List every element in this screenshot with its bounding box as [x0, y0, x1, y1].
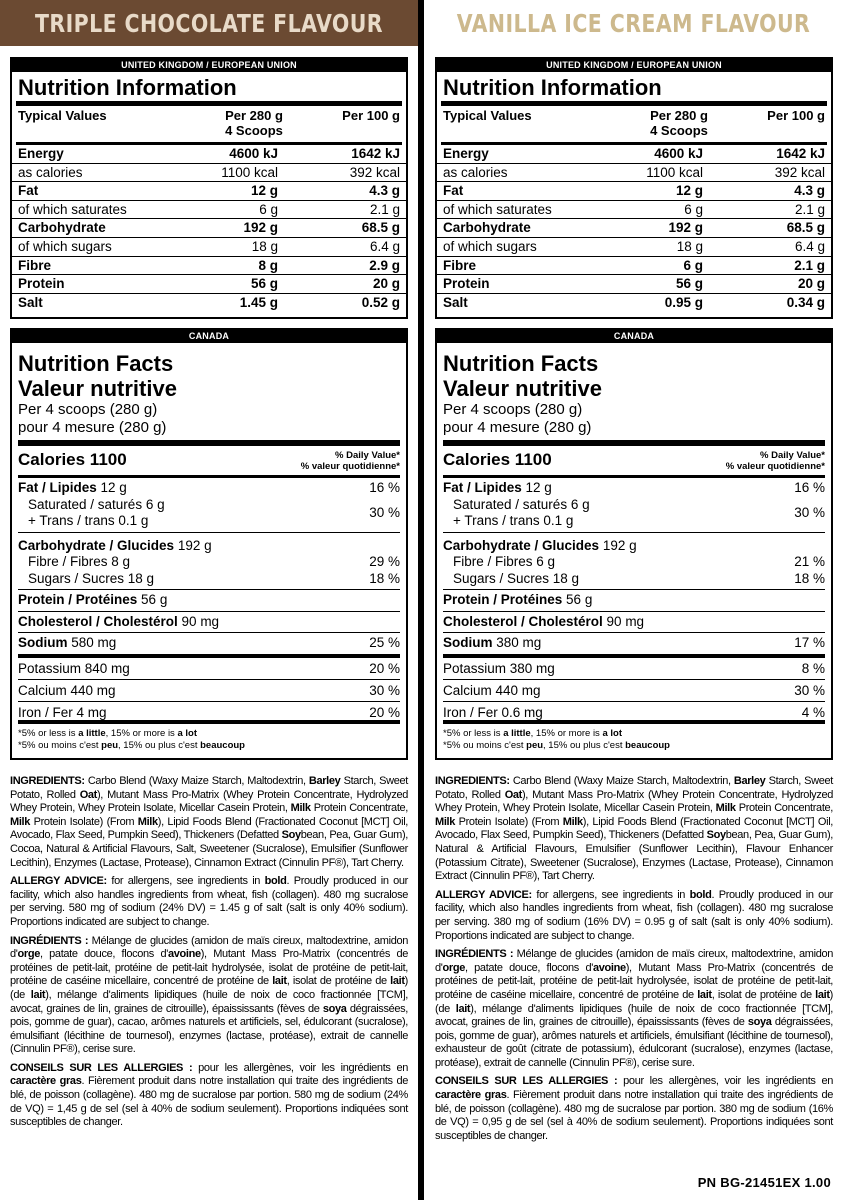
uk-header-typical: Typical Values [18, 108, 107, 123]
uk-table-row [437, 201, 831, 220]
uk-panel-title: Nutrition Information [443, 75, 662, 100]
uk-value-per280: 0.95 g [664, 294, 703, 310]
uk-region-bar: UNITED KINGDOM / EUROPEAN UNION [12, 59, 406, 72]
ca-fat-line: Fat / Lipides 12 g 16 % [443, 480, 825, 495]
ca-saturated-pct: 30 % [794, 504, 825, 520]
uk-value-per280: 18 g [251, 238, 278, 254]
ca-iron-row: Iron / Fer 0.6 mg 4 % [443, 702, 825, 724]
uk-value-per100: 4.3 g [369, 183, 400, 199]
ca-footnote: *5% or less is a little, 15% or more is a lot *5% ou moins c'est peu, 15% ou plus c'est beaucoup [443, 727, 670, 751]
ca-title-fr: Valeur nutritive [18, 376, 177, 401]
ca-protein-line: Protein / Protéines 56 g [18, 590, 400, 612]
uk-value-per100: 0.52 g [361, 294, 400, 310]
right-column [424, 0, 843, 1200]
ca-carb-block [443, 533, 825, 591]
uk-table-row [437, 219, 831, 238]
ca-fat-block [18, 478, 400, 533]
uk-nutrient-name: of which sugars [443, 238, 537, 254]
ca-potassium-row: Potassium 380 mg 8 % [443, 658, 825, 680]
uk-value-per100: 1642 kJ [776, 146, 825, 161]
uk-value-per280: 6 g [259, 201, 278, 217]
ca-sodium-line: Sodium 380 mg 17 % [443, 633, 825, 658]
uk-table-row [437, 294, 831, 313]
uk-table-row [12, 294, 406, 313]
uk-nutrient-name: Fibre [18, 257, 52, 273]
uk-header-per100: Per 100 g [767, 108, 825, 123]
uk-nutrient-name: Carbohydrate [18, 220, 106, 236]
uk-nutrient-name: Carbohydrate [443, 220, 531, 236]
uk-value-per100: 6.4 g [794, 238, 825, 254]
uk-nutrient-name: Protein [443, 276, 490, 292]
uk-table-row [12, 275, 406, 294]
ca-sugars-line: Sugars / Sucres 18 g 18 % [453, 570, 825, 586]
uk-value-per100: 4.3 g [794, 183, 825, 199]
allergy-advice-fr: CONSEILS SUR LES ALLERGIES : pour les allergènes, voir les ingrédients en caractère gras. Fièrement produit dans notre installation qui traite des ingrédients de blé, de poisson (collagène). 480 mg de sucralose par portion. 580 mg de sodium (24% de VQ) = 1,45 g de sel (sel à 40% de sodium seulement). Proportions indiquées sont susceptibles de changer. [10, 1061, 408, 1129]
ca-carb-line: Carbohydrate / Glucides 192 g [443, 537, 637, 553]
allergy-advice-fr: CONSEILS SUR LES ALLERGIES : pour les allergènes, voir les ingrédients en caractère gras. Fièrement produit dans notre installation qui traite des ingrédients de blé, de poisson (collagène). 480 mg de sucralose par portion. 380 mg de sodium (16% de VQ) = 0,95 g de sel (sel à 40% de sodium seulement). Proportions indiquées sont susceptibles de changer. [435, 1075, 833, 1142]
uk-value-per280: 6 g [684, 201, 703, 217]
uk-table-header [437, 106, 831, 142]
uk-table-row [437, 238, 831, 257]
ca-protein-line: Protein / Protéines 56 g [443, 590, 825, 612]
ca-serving-fr: pour 4 mesure (280 g) [443, 419, 592, 436]
ingredients-text [10, 775, 408, 1135]
ca-fat-line: Fat / Lipides 12 g 16 % [18, 480, 400, 495]
uk-nutrient-name: of which saturates [18, 201, 127, 217]
uk-value-per280: 6 g [683, 257, 703, 273]
uk-nutrient-name: Energy [443, 146, 489, 161]
canada-nutrition-panel [435, 328, 833, 760]
uk-nutrition-panel [435, 57, 833, 319]
uk-value-per280: 56 g [675, 276, 703, 292]
ca-daily-value-heading: % Daily Value* % valeur quotidienne* [725, 450, 825, 472]
ca-serving-en: Per 4 scoops (280 g) [18, 401, 158, 418]
flavour-band [0, 0, 418, 46]
ca-calories: Calories 1100 [443, 450, 552, 469]
ca-serving-en: Per 4 scoops (280 g) [443, 401, 583, 418]
ca-sugars-line: Sugars / Sucres 18 g 18 % [28, 570, 400, 586]
uk-value-per280: 12 g [675, 183, 703, 199]
left-column [0, 0, 418, 1200]
ingredients-fr: INGRÉDIENTS : Mélange de glucides (amidon de maïs cireux, maltodextrine, amidon d'orge, patate douce, flocons d'avoine), Mutant Mass Pro-Matrix (concentrés de protéines de petit-lait, protéine de petit-lait hydrolysée, isolat de protéine de petit-lait, protéine de caséine micellaire, concentré de protéine de lait, isolat de protéine de lait) (de lait), mélange d'aliments lipidiques (huile de noix de coco fractionnée [TCM], avocat, graines de lin, graines de citrouille), épaississants (fèves de soya dégraissées, pois, gomme de guar), arômes naturels et artificiels, émulsifiant (lécithine de tournesol), exhausteur de goût (citrate de potassium), édulcorant (sucralose), enzymes (lactase, protéase), extrait de cannelle (Cinnulin PF®), cerise sure. [435, 948, 833, 1069]
ca-fibre-line: Fibre / Fibres 8 g 29 % [28, 554, 400, 569]
uk-nutrition-panel [10, 57, 408, 319]
uk-table-row [437, 257, 831, 276]
uk-table-row [12, 238, 406, 257]
uk-value-per100: 2.1 g [794, 201, 825, 217]
uk-region-bar: UNITED KINGDOM / EUROPEAN UNION [437, 59, 831, 72]
uk-header-per280: Per 280 g 4 Scoops [650, 108, 708, 138]
uk-value-per280: 4600 kJ [654, 146, 703, 161]
uk-nutrient-name: Fat [18, 183, 39, 199]
uk-value-per100: 68.5 g [361, 220, 400, 236]
part-number: PN BG-21451EX 1.00 [697, 1175, 831, 1190]
ca-calcium-row: Calcium 440 mg 30 % [443, 680, 825, 702]
uk-table-body [12, 145, 406, 312]
flavour-title: VANILLA ICE CREAM FLAVOUR [456, 8, 811, 38]
uk-value-per280: 56 g [250, 276, 278, 292]
ca-rule [443, 440, 825, 446]
uk-nutrient-name: Energy [18, 146, 64, 161]
ca-title-fr: Valeur nutritive [443, 376, 602, 401]
canada-region-bar: CANADA [437, 330, 831, 343]
uk-table-row [12, 164, 406, 183]
uk-value-per100: 68.5 g [786, 220, 825, 236]
ca-calories: Calories 1100 [18, 450, 127, 469]
uk-value-per280: 4600 kJ [229, 146, 278, 161]
ca-footnote: *5% or less is a little, 15% or more is a lot *5% ou moins c'est peu, 15% ou plus c'est beaucoup [18, 727, 245, 751]
flavour-band [424, 0, 843, 46]
ingredients-en: INGREDIENTS: Carbo Blend (Waxy Maize Starch, Maltodextrin, Barley Starch, Sweet Potato, Rolled Oat), Mutant Mass Pro-Matrix (Whey Protein Concentrate, Hydrolyzed Whey Protein, Whey Protein Isolate, Micellar Casein Protein, Milk Protein Concentrate, Milk Protein Isolate) (From Milk), Lipid Foods Blend (Fractionated Coconut [MCT] Oil, Avocado, Flax Seed, Pumpkin Seed), Thickeners (Defatted Soybean, Pea, Guar Gum), Natural & Artificial Flavours, Emulsifier (Sunflower Lecithin), Flavour Enhancer (Potassium Citrate), Sweetener (Sucralose), Enzymes (Lactase, Protease), Cinnamon Extract (Cinnulin PF®), Tart Cherry. [435, 775, 834, 883]
ca-iron-row: Iron / Fer 4 mg 20 % [18, 702, 400, 724]
ca-trans-line: + Trans / trans 0.1 g [453, 513, 574, 528]
ca-saturated-pct: 30 % [369, 504, 400, 520]
uk-value-per280: 1100 kcal [646, 164, 703, 180]
uk-header-per280: Per 280 g 4 Scoops [225, 108, 283, 138]
uk-table-row [12, 182, 406, 201]
ca-carb-block [18, 533, 400, 591]
ca-carb-line: Carbohydrate / Glucides 192 g [18, 537, 212, 553]
allergy-advice-en: ALLERGY ADVICE: for allergens, see ingredients in bold. Proudly produced in our facility, which also handles ingredients from wheat, fish (collagen). 480 mg sucralose per serving. 380 mg of sodium (16% DV) = 0.95 g of salt (salt is only 40% sodium). Proportions indicated are subject to change. [435, 888, 833, 942]
ingredients-text [435, 775, 833, 1148]
uk-panel-title: Nutrition Information [18, 75, 237, 100]
ca-cholesterol-line: Cholesterol / Cholestérol 90 mg [443, 612, 825, 634]
uk-table-row [437, 145, 831, 164]
uk-value-per280: 192 g [243, 220, 278, 236]
uk-nutrient-name: Salt [443, 294, 468, 310]
ca-cholesterol-line: Cholesterol / Cholestérol 90 mg [18, 612, 400, 634]
uk-table-body [437, 145, 831, 312]
ca-saturated-line: Saturated / saturés 6 g [28, 496, 165, 512]
uk-nutrient-name: Fat [443, 183, 464, 199]
uk-nutrient-name: Protein [18, 276, 65, 292]
uk-table-row [12, 201, 406, 220]
uk-nutrient-name: Salt [18, 294, 43, 310]
flavour-title: TRIPLE CHOCOLATE FLAVOUR [35, 8, 383, 38]
canada-region-bar: CANADA [12, 330, 406, 343]
ca-calories-row [443, 448, 825, 475]
ca-trans-line: + Trans / trans 0.1 g [28, 513, 149, 528]
uk-value-per100: 20 g [797, 276, 825, 292]
uk-header-per100: Per 100 g [342, 108, 400, 123]
uk-value-per100: 392 kcal [349, 164, 400, 180]
ingredients-en: INGREDIENTS: Carbo Blend (Waxy Maize Starch, Maltodextrin, Barley Starch, Sweet Potato, Rolled Oat), Mutant Mass Pro-Matrix (Whey Protein Concentrate, Hydrolyzed Whey Protein, Whey Protein Isolate, Micellar Casein Protein, Milk Protein Concentrate, Milk Protein Isolate) (From Milk), Lipid Foods Blend (Fractionated Coconut [MCT] Oil, Avocado, Flax Seed, Pumpkin Seed), Thickeners (Defatted Soybean, Pea, Guar Gum), Cocoa, Natural & Artificial Flavours, Salt, Sweetener (Sucralose), Emulsifier (Sunflower Lecithin), Enzymes (Lactase, Protease), Cinnamon Extract (Cinnulin PF®), Tart Cherry. [10, 775, 409, 869]
uk-value-per100: 0.34 g [786, 294, 825, 310]
uk-table-row [12, 145, 406, 164]
ca-fat-block [443, 478, 825, 533]
uk-value-per280: 1.45 g [239, 294, 278, 310]
uk-nutrient-name: of which sugars [18, 238, 112, 254]
canada-nutrition-panel [10, 328, 408, 760]
ca-rule [18, 440, 400, 446]
uk-value-per100: 2.1 g [369, 201, 400, 217]
ca-calories-row [18, 448, 400, 475]
ca-daily-value-heading: % Daily Value* % valeur quotidienne* [300, 450, 400, 472]
uk-value-per280: 192 g [668, 220, 703, 236]
uk-value-per280: 12 g [250, 183, 278, 199]
uk-table-row [437, 275, 831, 294]
uk-nutrient-name: as calories [18, 164, 83, 180]
uk-table-row [12, 219, 406, 238]
uk-table-header [12, 106, 406, 142]
uk-value-per100: 1642 kJ [351, 146, 400, 161]
ca-calcium-row: Calcium 440 mg 30 % [18, 680, 400, 702]
uk-table-row [12, 257, 406, 276]
ca-serving-fr: pour 4 mesure (280 g) [18, 419, 167, 436]
uk-nutrient-name: Fibre [443, 257, 477, 273]
uk-value-per280: 1100 kcal [221, 164, 278, 180]
uk-value-per100: 2.1 g [794, 257, 825, 273]
uk-value-per280: 18 g [676, 238, 703, 254]
uk-value-per100: 6.4 g [369, 238, 400, 254]
uk-table-row [437, 182, 831, 201]
ca-saturated-line: Saturated / saturés 6 g [453, 496, 590, 512]
uk-table-row [437, 164, 831, 183]
ca-fibre-line: Fibre / Fibres 6 g 21 % [453, 554, 825, 569]
allergy-advice-en: ALLERGY ADVICE: for allergens, see ingredients in bold. Proudly produced in our facility, which also handles ingredients from wheat, fish (collagen). 480 mg sucralose per serving. 580 mg of sodium (24% DV) = 1.45 g of salt (salt is only 40% sodium). Proportions indicated are subject to change. [10, 875, 408, 928]
ca-title-en: Nutrition Facts [443, 351, 599, 376]
ingredients-fr: INGRÉDIENTS : Mélange de glucides (amidon de maïs cireux, maltodextrine, amidon d'orge, patate douce, flocons d'avoine), Mutant Mass Pro-Matrix (concentrés de protéines de petit-lait, protéine de petit-lait hydrolysée, isolat de protéine de petit-lait, protéine de caséine micellaire, concentré de protéine de lait, isolat de protéine de lait) (de lait), mélange d'aliments lipidiques (huile de noix de coco fractionnée [TCM], avocat, graines de lin, graines de citrouille), épaississants (fèves de soya dégraissées, pois, gomme de guar), cacao, arômes naturels et artificiels, sel, édulcorant (sucralose), émulsifiant (lécithine de tournesol), enzymes (lactase, protéase), extrait de cannelle (Cinnulin PF®), cerise sure. [10, 934, 408, 1056]
ca-sodium-line: Sodium 580 mg 25 % [18, 633, 400, 658]
uk-value-per100: 2.9 g [369, 257, 400, 273]
ca-potassium-row: Potassium 840 mg 20 % [18, 658, 400, 680]
uk-value-per280: 8 g [258, 257, 278, 273]
uk-value-per100: 392 kcal [774, 164, 825, 180]
uk-header-typical: Typical Values [443, 108, 532, 123]
uk-nutrient-name: as calories [443, 164, 508, 180]
ca-title-en: Nutrition Facts [18, 351, 174, 376]
uk-value-per100: 20 g [372, 276, 400, 292]
uk-nutrient-name: of which saturates [443, 201, 552, 217]
